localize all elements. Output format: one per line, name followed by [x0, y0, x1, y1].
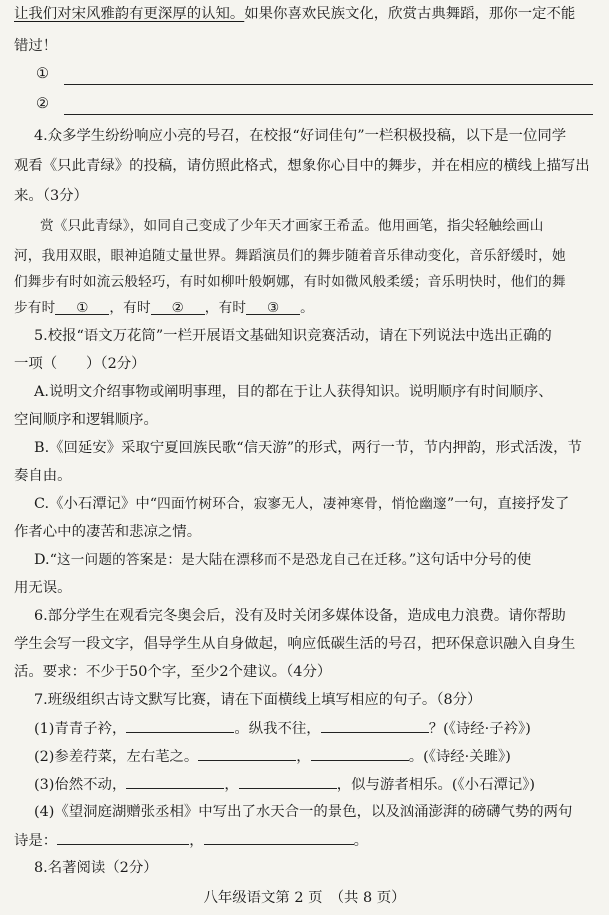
intro-line-2: 错过！	[14, 38, 58, 54]
q4-text: ，有时	[204, 300, 247, 316]
q4-line-3: 来。（3分）	[14, 188, 88, 204]
q7-sentence-1	[34, 718, 595, 739]
q7-3-blank-2[interactable]	[239, 774, 337, 789]
q5-option-a-line-1: A.说明文介绍事物或阐明事理，目的都在于让人获得知识。说明顺序有时间顺序、	[34, 384, 553, 400]
q5-quote: 这一问题的答案是：是大陆在漂移而不是恐龙自己在迁移。	[56, 552, 409, 568]
q5-option-c-line-1	[34, 494, 595, 514]
q5-option-a-line-2: 空间顺序和逻辑顺序。	[14, 412, 158, 428]
answer-blank-2[interactable]	[64, 114, 593, 115]
q5-text: 一项	[14, 356, 43, 372]
q7-sentence-3	[34, 774, 595, 795]
q7-line-1: 7.班级组织古诗文默写比赛，请在下面横线上填写相应的句子。（8分）	[34, 692, 482, 708]
q6-line-3: 活。要求：不少于50个字，至少2个建议。（4分）	[14, 664, 332, 680]
q7-text: 。	[353, 833, 368, 849]
q4-sample-line-2: 河，我用双眼，眼神追随丈量世界。舞蹈演员们的舞步随着音乐律动变化，音乐舒缓时，她	[14, 248, 566, 264]
q4-blank-3[interactable]: ③	[246, 300, 300, 315]
q4-line-2: 观看《只此青绿》的投稿，请仿照此格式，想象你心目中的舞步，并在相应的横线上描写出	[14, 158, 590, 174]
q4-line-1: 4.众多学生纷纷响应小亮的号召，在校报“好词佳句”一栏积极投稿，以下是一位同学	[34, 128, 567, 144]
q7-1-blank-2[interactable]	[321, 718, 429, 733]
answer-blank-1-number: ①	[36, 66, 49, 82]
q7-sentence-4-line-1: (4)《望洞庭湖赠张丞相》中写出了水天合一的景色，以及汹涌澎湃的磅礴气势的两句	[34, 804, 573, 820]
q7-sentence-2	[34, 746, 595, 767]
q5-answer-paren[interactable]: （ ）	[42, 356, 101, 372]
q7-sentence-4-line-2	[14, 830, 595, 851]
q5-text: ”一句，直接抒发了	[446, 496, 570, 512]
q7-2-blank-2[interactable]	[311, 746, 409, 761]
q8-line-1: 8.名著阅读（2分）	[34, 860, 158, 876]
q4-text: ，有时	[109, 300, 151, 316]
q5-text: ”这句话中分号的使	[408, 552, 532, 568]
q5-option-d-line-2: 用无误。	[14, 580, 72, 596]
q7-text: ，似与游者相乐。(《小石潭记》)	[336, 777, 536, 793]
q4-text: 步有时	[14, 300, 56, 316]
answer-blank-1[interactable]	[64, 84, 593, 85]
q4-blank-1[interactable]: ①	[55, 300, 109, 315]
q7-text: ，	[296, 749, 311, 765]
q7-3-blank-1[interactable]	[126, 774, 224, 789]
answer-blank-2-number: ②	[36, 96, 49, 112]
q5-option-b-line-2: 奏自由。	[14, 468, 72, 484]
q7-text: (2)参差荇菜，左右芼之。	[34, 749, 199, 765]
q7-text: ，	[224, 777, 239, 793]
q5-quote: 四面竹树环合，寂寥无人，凄神寒骨，悄怆幽邃	[157, 496, 447, 512]
q7-1-blank-1[interactable]	[126, 718, 234, 733]
q5-line-2	[14, 354, 595, 374]
q4-blank-2[interactable]: ②	[151, 300, 205, 315]
q7-4-blank-1[interactable]	[57, 830, 189, 845]
intro-underlined-text: 让我们对宋风雅韵有更深厚的认知。	[14, 6, 245, 22]
intro-line-1	[14, 4, 595, 24]
q7-4-blank-2[interactable]	[204, 830, 354, 845]
page-footer: 八年级语文第 2 页 （共 8 页）	[203, 890, 406, 906]
q5-text: C.《小石潭记》中“	[34, 496, 158, 512]
q7-text: 诗是：	[14, 833, 58, 849]
q7-text: (1)青青子衿，	[34, 721, 127, 737]
q4-sample-line-3: 们舞步有时如流云般轻巧，有时如柳叶般婀娜，有时如微风般柔缓；音乐明快时，他们的舞	[14, 274, 566, 290]
q7-2-blank-1[interactable]	[198, 746, 296, 761]
q5-option-c-line-2: 作者心中的凄苦和悲凉之情。	[14, 524, 202, 540]
q5-option-d-line-1	[34, 550, 595, 570]
q7-text: 。纵我不往，	[234, 721, 321, 737]
q5-text: （2分）	[100, 356, 146, 372]
q5-line-1: 5.校报“语文万花筒”一栏开展语文基础知识竞赛活动，请在下列说法中选出正确的	[34, 328, 552, 344]
q5-option-b-line-1: B.《回延安》采取宁夏回族民歌“信天游”的形式，两行一节，节内押韵，形式活泼，节	[34, 440, 582, 456]
q7-text: (3)佁然不动，	[34, 777, 127, 793]
q7-text: 。(《诗经·关雎》)	[408, 749, 511, 765]
q6-line-2: 学生会写一段文字，倡导学生从自身做起，响应低碳生活的号召，把环保意识融入自身生	[14, 636, 576, 652]
q7-text: ，	[189, 833, 204, 849]
q5-text: D.“	[34, 552, 57, 568]
intro-text: 如果你喜欢民族文化，欣赏古典舞蹈，那你一定不能	[244, 6, 576, 22]
q7-text: ？(《诗经·子衿》)	[428, 721, 531, 737]
q4-sample-line-4	[14, 298, 595, 318]
q4-text: 。	[300, 300, 314, 316]
q6-line-1: 6.部分学生在观看完冬奥会后，没有及时关闭多媒体设备，造成电力浪费。请你帮助	[34, 608, 566, 624]
q4-sample-line-1: 赏《只此青绿》，如同自己变成了少年天才画家王希孟。他用画笔，指尖轻触绘画山	[40, 218, 544, 234]
